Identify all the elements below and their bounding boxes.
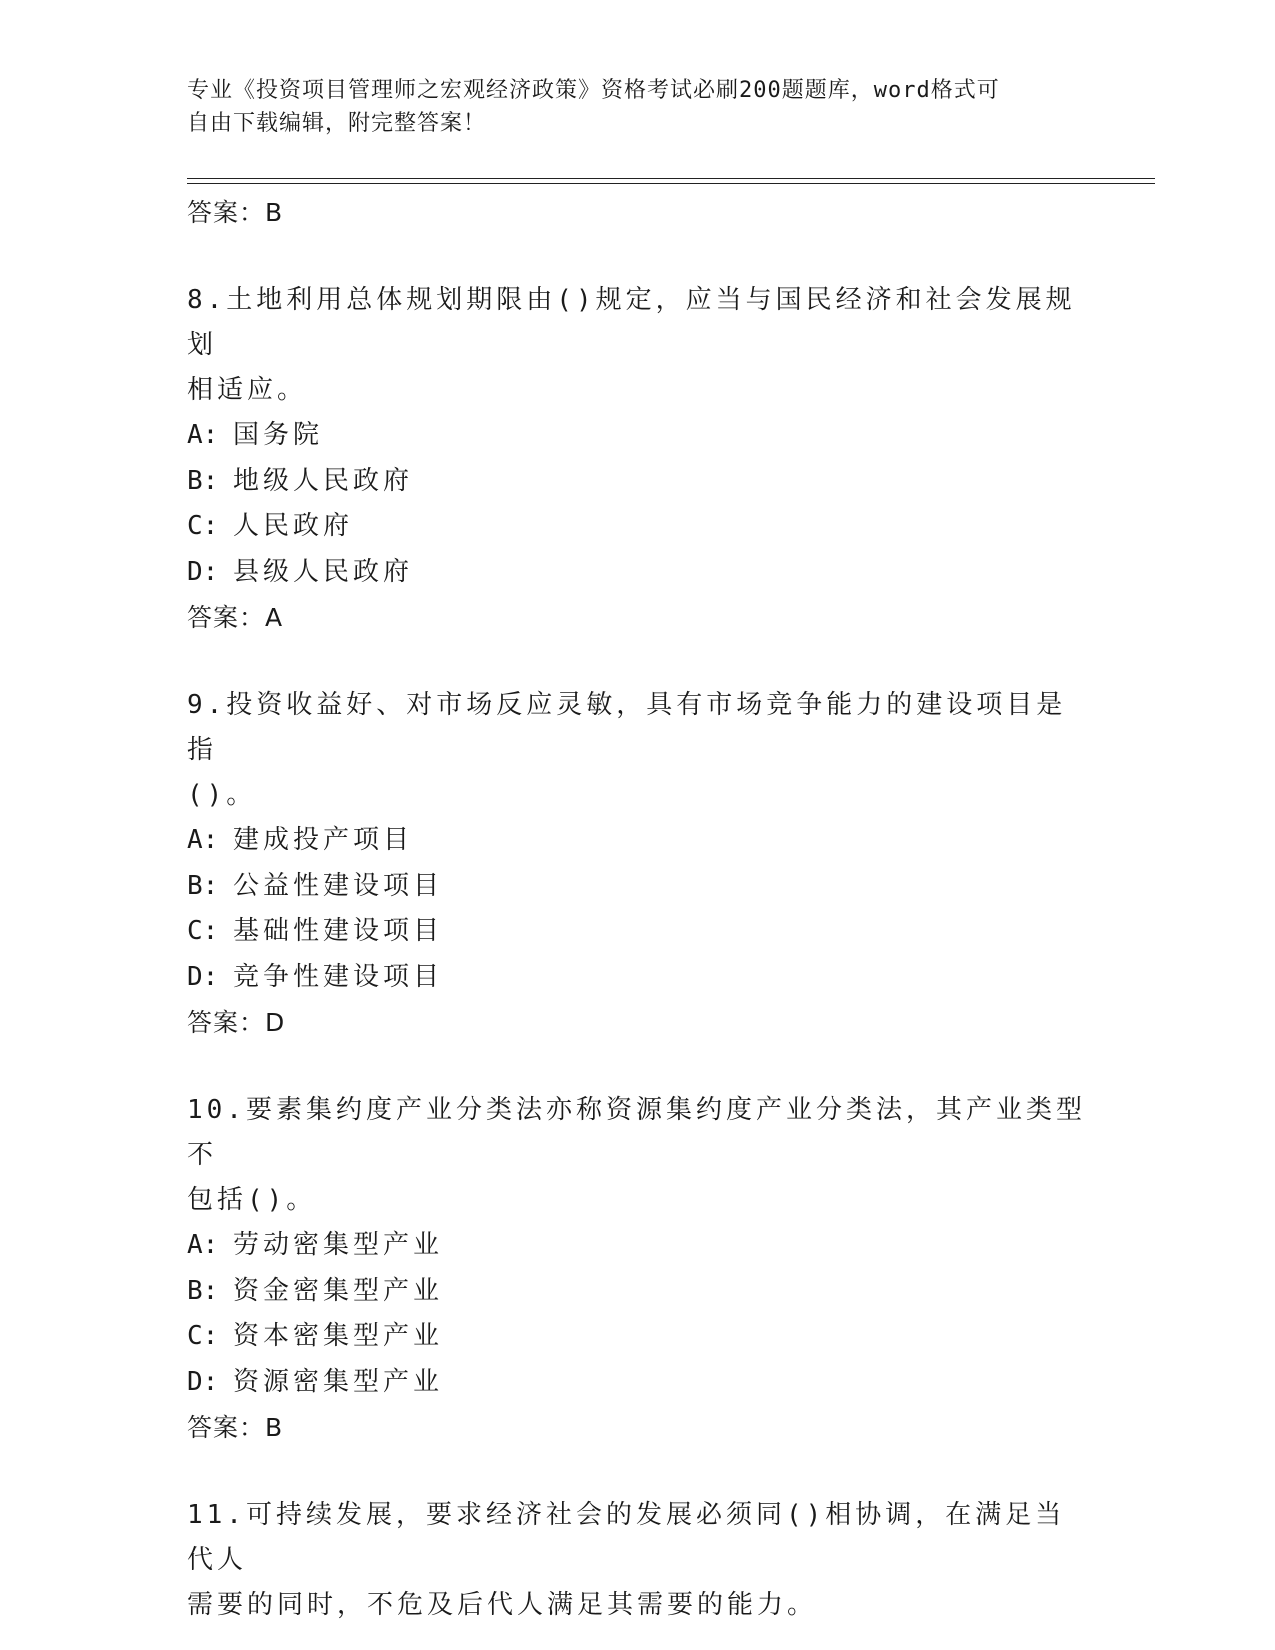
question-text-line-1: 8.土地利用总体规划期限由()规定，应当与国民经济和社会发展规划: [187, 285, 1076, 360]
option-a: [187, 1223, 1087, 1269]
header-rule-top: [187, 178, 1155, 179]
option-letter: D:: [187, 1366, 219, 1397]
question-8: [187, 278, 1087, 640]
option-letter: A:: [187, 420, 219, 450]
option-letter: D:: [187, 556, 219, 587]
header-rule-bottom: [187, 183, 1155, 184]
answer: 答案：A: [187, 603, 284, 632]
question-text-line-1: 10.要素集约度产业分类法亦称资源集约度产业分类法，其产业类型不: [187, 1095, 1086, 1170]
option-text: 资源密集型产业: [233, 1366, 444, 1397]
question-9: [187, 683, 1087, 1045]
option-b: [187, 1269, 1087, 1315]
option-letter: C:: [187, 511, 219, 541]
question-text-line-2: 包括()。: [187, 1185, 317, 1215]
option-text: 国务院: [233, 420, 324, 450]
header-line-2: 自由下载编辑，附完整答案！: [187, 111, 487, 136]
option-letter: C:: [187, 916, 219, 946]
option-text: 资本密集型产业: [233, 1321, 444, 1351]
question-text: [187, 278, 1087, 413]
option-text: 人民政府: [233, 511, 354, 541]
option-c: [187, 1314, 1087, 1360]
question-list: [187, 190, 1087, 1628]
header-line-1: 专业《投资项目管理师之宏观经济政策》资格考试必刷200题题库，word格式可: [187, 78, 1000, 103]
option-a: [187, 818, 1087, 864]
option-text: 劳动密集型产业: [233, 1230, 444, 1260]
question-text-line-2: 需要的同时，不危及后代人满足其需要的能力。: [187, 1590, 818, 1620]
option-text: 县级人民政府: [233, 556, 414, 587]
option-letter: A:: [187, 825, 219, 855]
question-11: [187, 1493, 1087, 1628]
option-text: 资金密集型产业: [233, 1275, 444, 1306]
option-letter: C:: [187, 1321, 219, 1351]
option-d: [187, 1360, 1087, 1406]
option-d: [187, 955, 1087, 1001]
option-c: [187, 909, 1087, 955]
question-text-line-2: 相适应。: [187, 375, 308, 405]
option-c: [187, 504, 1087, 550]
question-text-line-1: 11.可持续发展，要求经济社会的发展必须同()相协调，在满足当代人: [187, 1500, 1066, 1575]
question-10: [187, 1088, 1087, 1450]
question-text: [187, 1088, 1087, 1223]
option-letter: A:: [187, 1230, 219, 1260]
document-header: [187, 74, 1067, 140]
answer-previous: 答案：B: [187, 198, 284, 227]
option-letter: B:: [187, 1275, 219, 1306]
option-letter: D:: [187, 961, 219, 992]
question-text: [187, 1493, 1087, 1628]
option-a: [187, 413, 1087, 459]
option-text: 地级人民政府: [233, 465, 414, 496]
option-b: [187, 864, 1087, 910]
option-d: [187, 550, 1087, 596]
question-text: [187, 683, 1087, 818]
question-text-line-1: 9.投资收益好、对市场反应灵敏，具有市场竞争能力的建设项目是指: [187, 690, 1067, 765]
answer: 答案：D: [187, 1008, 286, 1037]
option-letter: B:: [187, 870, 219, 901]
option-text: 公益性建设项目: [233, 870, 444, 901]
option-letter: B:: [187, 465, 219, 496]
option-text: 基础性建设项目: [233, 916, 444, 946]
answer: 答案：B: [187, 1413, 284, 1442]
option-text: 建成投产项目: [233, 825, 414, 855]
option-b: [187, 459, 1087, 505]
question-text-line-2: ()。: [187, 780, 257, 810]
option-text: 竞争性建设项目: [233, 961, 444, 992]
